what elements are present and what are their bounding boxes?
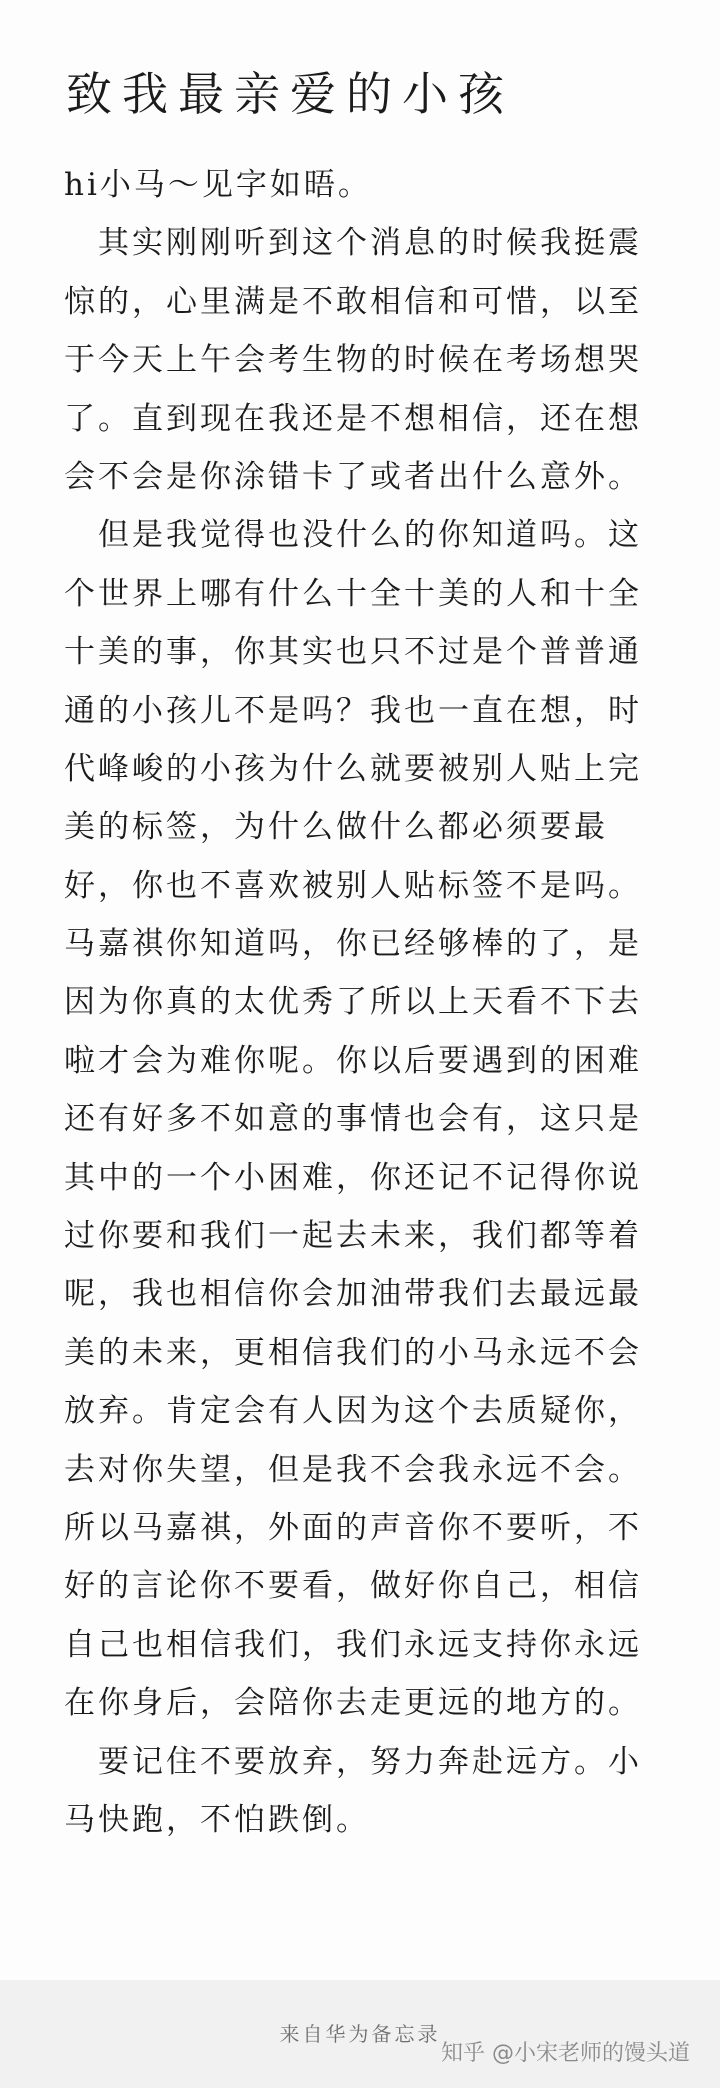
note-line: 放弃。肯定会有人因为这个去质疑你， bbox=[64, 1393, 642, 1430]
note-line: 其实刚刚听到这个消息的时候我挺震 bbox=[64, 225, 642, 262]
note-line: 会不会是你涂错卡了或者出什么意外。 bbox=[64, 458, 642, 495]
note-line: 马嘉祺你知道吗，你已经够棒的了，是 bbox=[64, 926, 642, 963]
note-line: 所以马嘉祺，外面的声音你不要听，不 bbox=[64, 1509, 642, 1546]
note-line: 但是我觉得也没什么的你知道吗。这 bbox=[64, 517, 642, 554]
note-line: hi小马～见字如晤。 bbox=[64, 167, 372, 203]
footer-source: 来自华为备忘录 bbox=[279, 2022, 441, 2046]
note-body bbox=[64, 156, 664, 1849]
note-line: 个世界上哪有什么十全十美的人和十全 bbox=[64, 575, 642, 612]
note-line: 自己也相信我们，我们永远支持你永远 bbox=[64, 1626, 642, 1663]
zhihu-watermark: 知乎 @小宋老师的馒头道 bbox=[441, 2041, 690, 2066]
note-line: 了。直到现在我还是不想相信，还在想 bbox=[64, 400, 642, 437]
note-line: 美的未来，更相信我们的小马永远不会 bbox=[64, 1334, 642, 1371]
note-line: 代峰峻的小孩为什么就要被别人贴上完 bbox=[64, 750, 642, 787]
note-line: 因为你真的太优秀了所以上天看不下去 bbox=[64, 984, 642, 1021]
note-line: 惊的，心里满是不敢相信和可惜，以至 bbox=[64, 283, 642, 320]
note-line: 美的标签，为什么做什么都必须要最 bbox=[64, 809, 608, 846]
note-line: 好的言论你不要看，做好你自己，相信 bbox=[64, 1568, 642, 1605]
note-line: 呢，我也相信你会加油带我们去最远最 bbox=[64, 1276, 642, 1313]
footer bbox=[0, 1980, 720, 2088]
note-line: 还有好多不如意的事情也会有，这只是 bbox=[64, 1101, 642, 1138]
note-line: 要记住不要放弃，努力奔赴远方。小 bbox=[64, 1743, 642, 1780]
note-line: 过你要和我们一起去未来，我们都等着 bbox=[64, 1218, 642, 1255]
note-title: 致我最亲爱的小孩 bbox=[66, 67, 514, 121]
note-line: 马快跑，不怕跌倒。 bbox=[64, 1801, 370, 1838]
note-line: 其中的一个小困难，你还记不记得你说 bbox=[64, 1159, 642, 1196]
note-line: 啦才会为难你呢。你以后要遇到的困难 bbox=[64, 1042, 642, 1079]
note-line: 通的小孩儿不是吗？我也一直在想，时 bbox=[64, 692, 642, 729]
note-line: 于今天上午会考生物的时候在考场想哭 bbox=[64, 342, 642, 379]
note-line: 去对你失望，但是我不会我永远不会。 bbox=[64, 1451, 642, 1488]
note-line: 好，你也不喜欢被别人贴标签不是吗。 bbox=[64, 867, 642, 904]
note-line: 在你身后，会陪你去走更远的地方的。 bbox=[64, 1685, 642, 1722]
note-line: 十美的事，你其实也只不过是个普普通 bbox=[64, 634, 642, 671]
